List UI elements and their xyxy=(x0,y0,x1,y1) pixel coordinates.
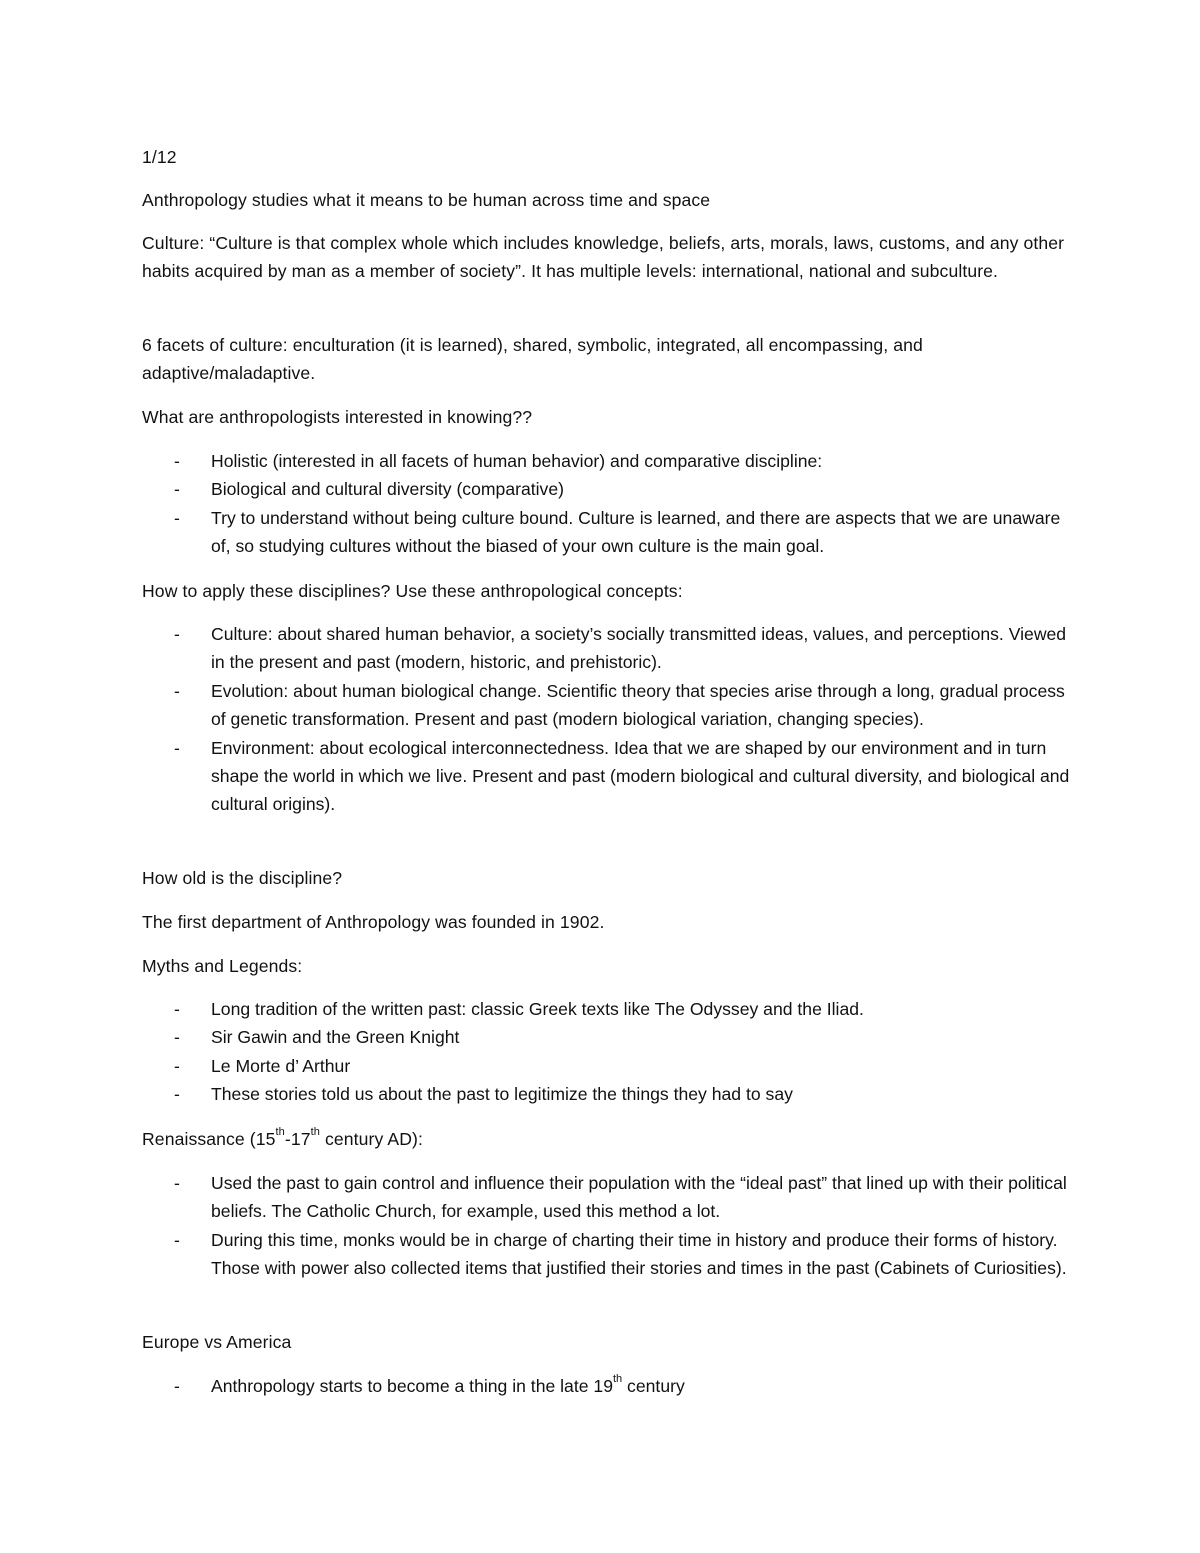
dash-bullet: - xyxy=(174,479,180,500)
list-item: - Try to understand without being culture bound. Culture is learned, and there are aspects that we are unaware of, so studying cultures without the biased of your own culture is the main goal. xyxy=(142,504,1072,561)
list-item: - Evolution: about human biological change. Scientific theory that species arise through a long, gradual process of genetic transformation. Present and past (modern biological variation, changing species). xyxy=(142,677,1072,734)
dash-bullet: - xyxy=(174,680,180,701)
list-item: - Environment: about ecological interconnectedness. Idea that we are shaped by our environment and in turn shape the world in which we live. Present and past (modern biological and cultural diversity, and biological and cultural origins). xyxy=(142,734,1072,819)
list-item: - During this time, monks would be in charge of charting their time in history and produce their forms of history. Those with power also collected items that justified their stories and times in the past (Cabinets of Curiosities). xyxy=(142,1226,1072,1283)
dash-bullet: - xyxy=(174,624,180,644)
date-line: 1/12 xyxy=(142,147,177,167)
answer-age: The first department of Anthropology was founded in 1902. xyxy=(142,912,605,932)
dash-bullet: - xyxy=(174,1376,180,1396)
list-item: - Sir Gawin and the Green Knight xyxy=(142,1023,1072,1051)
interests-list xyxy=(142,447,1072,561)
list-item: - Biological and cultural diversity (comparative) xyxy=(142,475,1072,503)
concepts-list xyxy=(142,620,1072,819)
dash-bullet: - xyxy=(174,999,180,1019)
europe-heading: Europe vs America xyxy=(142,1332,292,1352)
renaissance-heading: Renaissance (15th-17th century AD): xyxy=(142,1126,424,1149)
dash-bullet: - xyxy=(174,507,180,528)
myths-list xyxy=(142,995,1072,1109)
list-item: - Holistic (interested in all facets of human behavior) and comparative discipline: xyxy=(142,447,1072,475)
list-item: - Long tradition of the written past: classic Greek texts like The Odyssey and the Iliad. xyxy=(142,995,1072,1023)
renaissance-list xyxy=(142,1169,1072,1283)
dash-bullet: - xyxy=(174,737,180,758)
dash-bullet: - xyxy=(174,1173,180,1193)
dash-bullet: - xyxy=(174,1229,180,1250)
question-age: How old is the discipline? xyxy=(142,868,343,888)
culture-definition: Culture: “Culture is that complex whole which includes knowledge, beliefs, arts, morals, laws, customs, and any other habits acquired by man as a member of society”. It has multiple levels: international, national and subculture. xyxy=(142,233,1065,282)
list-item: - Le Morte d’ Arthur xyxy=(142,1052,1072,1080)
facets-paragraph: 6 facets of culture: enculturation (it is learned), shared, symbolic, integrated, all encompassing, and adaptive/maladaptive. xyxy=(142,335,923,384)
list-item: - Anthropology starts to become a thing in the late 19th century xyxy=(142,1372,1072,1400)
dash-bullet: - xyxy=(174,1027,180,1048)
europe-list xyxy=(142,1372,1072,1400)
dash-bullet: - xyxy=(174,1084,180,1105)
list-item: - Used the past to gain control and influence their population with the “ideal past” that lined up with their political beliefs. The Catholic Church, for example, used this method a lot. xyxy=(142,1169,1072,1226)
question-apply: How to apply these disciplines? Use these anthropological concepts: xyxy=(142,581,683,601)
myths-heading: Myths and Legends: xyxy=(142,956,303,976)
dash-bullet: - xyxy=(174,1055,180,1076)
dash-bullet: - xyxy=(174,451,180,471)
intro-paragraph: Anthropology studies what it means to be human across time and space xyxy=(142,190,711,210)
list-item: - Culture: about shared human behavior, a society’s socially transmitted ideas, values, and perceptions. Viewed in the present and past (modern, historic, and prehistoric). xyxy=(142,620,1072,677)
list-item: - These stories told us about the past to legitimize the things they had to say xyxy=(142,1080,1072,1108)
question-interests: What are anthropologists interested in knowing?? xyxy=(142,407,533,427)
